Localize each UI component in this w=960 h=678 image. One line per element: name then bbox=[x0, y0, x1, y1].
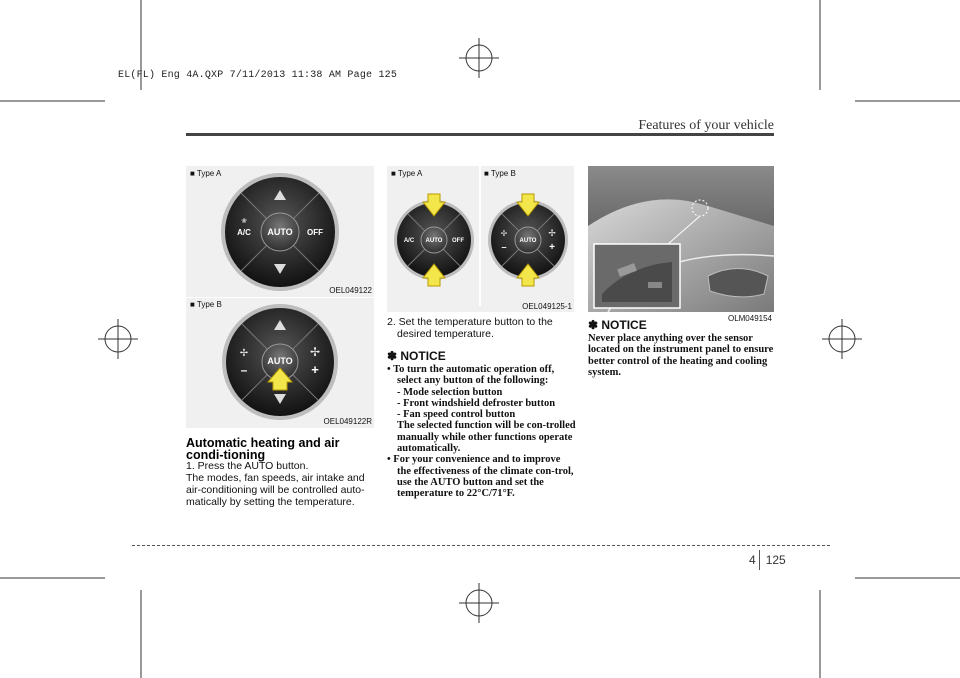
off-button-label: OFF bbox=[452, 238, 464, 244]
step-1-text: 1. Press the AUTO button. bbox=[186, 460, 309, 472]
plus-label: + bbox=[311, 362, 319, 377]
figure-code: OEL049122R bbox=[323, 417, 372, 426]
header-rule bbox=[186, 133, 774, 136]
notice-bullet-tail: The selected function will be con-trolled manually while other functions operate automatically. bbox=[397, 420, 576, 455]
climate-knob-illustration bbox=[186, 166, 374, 297]
figure-code: OEL049122 bbox=[329, 286, 372, 295]
dashboard-photo-illustration bbox=[588, 166, 774, 312]
fan-icon: ✢ bbox=[309, 345, 321, 359]
notice-bullet: • For your convenience and to improve the effectiveness of the climate con-trol, use the AUTO button and set the temperature to 22°C/71°F. bbox=[387, 454, 574, 500]
body-paragraph: The modes, fan speeds, air intake and air-conditioning will be controlled auto-matically by setting the temperature. bbox=[186, 472, 365, 508]
auto-button-label: AUTO bbox=[519, 238, 537, 244]
figure-label: ■ Type A bbox=[190, 169, 222, 178]
figure-sensor-location bbox=[588, 166, 774, 323]
section-heading: Automatic heating and air condi-tioning bbox=[186, 436, 340, 462]
notice-sub-item: - Mode selection button bbox=[397, 386, 503, 398]
auto-button-label: AUTO bbox=[425, 238, 443, 244]
page-number bbox=[749, 553, 786, 567]
notice-title: ✽ NOTICE bbox=[588, 318, 647, 332]
minus-label: – bbox=[501, 242, 507, 252]
auto-button-label: AUTO bbox=[267, 356, 293, 366]
figure-code: OEL049125-1 bbox=[522, 302, 572, 311]
svg-text:❀: ❀ bbox=[241, 217, 247, 225]
figure-temperature-buttons bbox=[387, 166, 574, 312]
figure-label: ■ Type A bbox=[391, 169, 423, 178]
off-button-label: OFF bbox=[307, 228, 323, 237]
step-2-text: 2. Set the temperature button to the desired temperature. bbox=[387, 316, 553, 340]
fan-icon: ✢ bbox=[548, 229, 556, 239]
figure-type-b-control bbox=[186, 298, 374, 428]
plus-label: + bbox=[549, 242, 555, 253]
figure-type-a-control bbox=[186, 166, 374, 297]
minus-label: – bbox=[240, 363, 248, 377]
notice-sub-item: - Fan speed control button bbox=[397, 409, 516, 421]
fan-icon: ✢ bbox=[500, 229, 508, 238]
notice-text: Never place anything over the sensor located on the instrument panel to ensure better control of the heating and cooling system. bbox=[588, 333, 774, 378]
figure-label: ■ Type B bbox=[190, 300, 222, 309]
page-number-value: 125 bbox=[765, 553, 786, 567]
climate-knob-illustration bbox=[186, 298, 374, 428]
notice-sub-item: - Front windshield defroster button bbox=[397, 397, 556, 409]
figure-code: OLM049154 bbox=[727, 314, 772, 323]
climate-knob-illustration bbox=[387, 166, 574, 312]
footer-rule bbox=[132, 545, 830, 546]
notice-title: ✽ NOTICE bbox=[387, 349, 446, 363]
notice-body bbox=[387, 364, 577, 500]
chapter-number: 4 bbox=[749, 553, 756, 567]
figure-label: ■ Type B bbox=[484, 169, 516, 178]
ac-button-label: A/C bbox=[403, 238, 415, 244]
running-header: Features of your vehicle bbox=[638, 118, 774, 133]
notice-bullet: • To turn the automatic operation off, select any button of the following: bbox=[387, 364, 555, 387]
auto-button-label: AUTO bbox=[267, 227, 293, 237]
fan-icon: ✢ bbox=[239, 348, 249, 359]
ac-button-label: A/C bbox=[237, 228, 251, 237]
print-slug: EL(FL) Eng 4A.QXP 7/11/2013 11:38 AM Page 125 bbox=[118, 70, 398, 81]
